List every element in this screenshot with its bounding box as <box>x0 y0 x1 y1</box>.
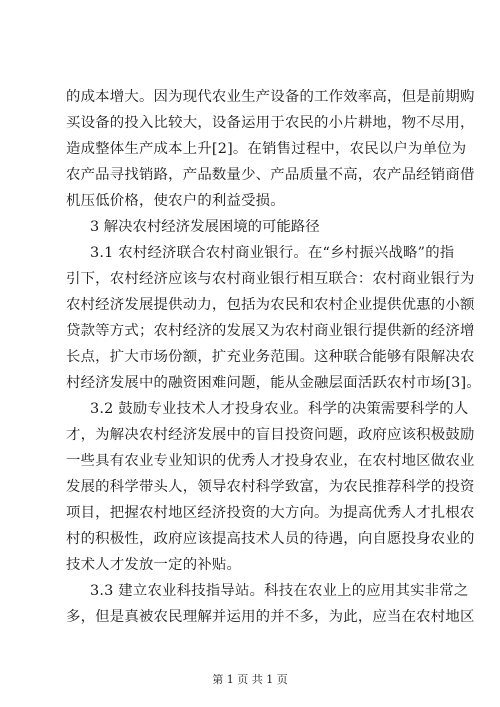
text-line: 农村经济发展提供动力，包括为农民和农村企业提供优惠的小额 <box>66 297 475 313</box>
text-line: 贷款等方式；农村经济的发展又为农村商业银行提供新的经济增 <box>66 323 475 339</box>
text-line: 发展的科学带头人，领导农村科学致富，为农民推荐科学的投资 <box>66 479 475 495</box>
paragraph-3-1 <box>66 240 481 396</box>
text-line: 买设备的投入比较大，设备运用于农民的小片耕地，物不尽用， <box>66 115 475 131</box>
text-line: 才，为解决农村经济发展中的盲目投资问题，政府应该积极鼓励 <box>66 427 475 443</box>
text-line: 多，但是真被农民理解并运用的并不多，为此，应当在农村地区 <box>66 609 475 625</box>
text-line: 3.2 鼓励专业技术人才投身农业。科学的决策需要科学的人 <box>90 401 469 417</box>
paragraph-3-3 <box>66 578 475 630</box>
text-line: 3.3 建立农业科技指导站。科技在农业上的应用其实非常之 <box>90 583 469 599</box>
text-line: 造成整体生产成本上升[2]。在销售过程中，农民以户为单位为 <box>66 141 467 157</box>
paragraph-3-2 <box>66 396 475 578</box>
text-line: 3.1 农村经济联合农村商业银行。在“乡村振兴战略”的指 <box>90 245 455 261</box>
text-line: 机压低价格，使农户的利益受损。 <box>66 193 285 209</box>
section-heading: 3 解决农村经济发展困境的可能路径 <box>90 219 320 235</box>
text-line: 村经济发展中的融资困难问题，能从金融层面活跃农村市场[3]。 <box>66 375 481 391</box>
text-line: 项目，把握农村地区经济投资的大方向。为提高优秀人才扎根农 <box>66 505 475 521</box>
text-line: 引下，农村经济应该与农村商业银行相互联合：农村商业银行为 <box>66 271 475 287</box>
document-body <box>66 84 481 630</box>
text-line: 一些具有农业专业知识的优秀人才投身农业，在农村地区做农业 <box>66 453 475 469</box>
text-line: 技术人才发放一定的补贴。 <box>66 557 242 573</box>
page-number-footer: 第 1 页 共 1 页 <box>212 673 288 686</box>
text-line: 的成本增大。因为现代农业生产设备的工作效率高，但是前期购 <box>66 89 475 105</box>
text-line: 村的积极性，政府应该提高技术人员的待遇，向自愿投身农业的 <box>66 531 475 547</box>
text-line: 农产品寻找销路，产品数量少、产品质量不高，农产品经销商借 <box>66 167 475 183</box>
text-line: 长点，扩大市场份额，扩充业务范围。这种联合能够有限解决农 <box>66 349 475 365</box>
intro-paragraph <box>66 84 475 214</box>
